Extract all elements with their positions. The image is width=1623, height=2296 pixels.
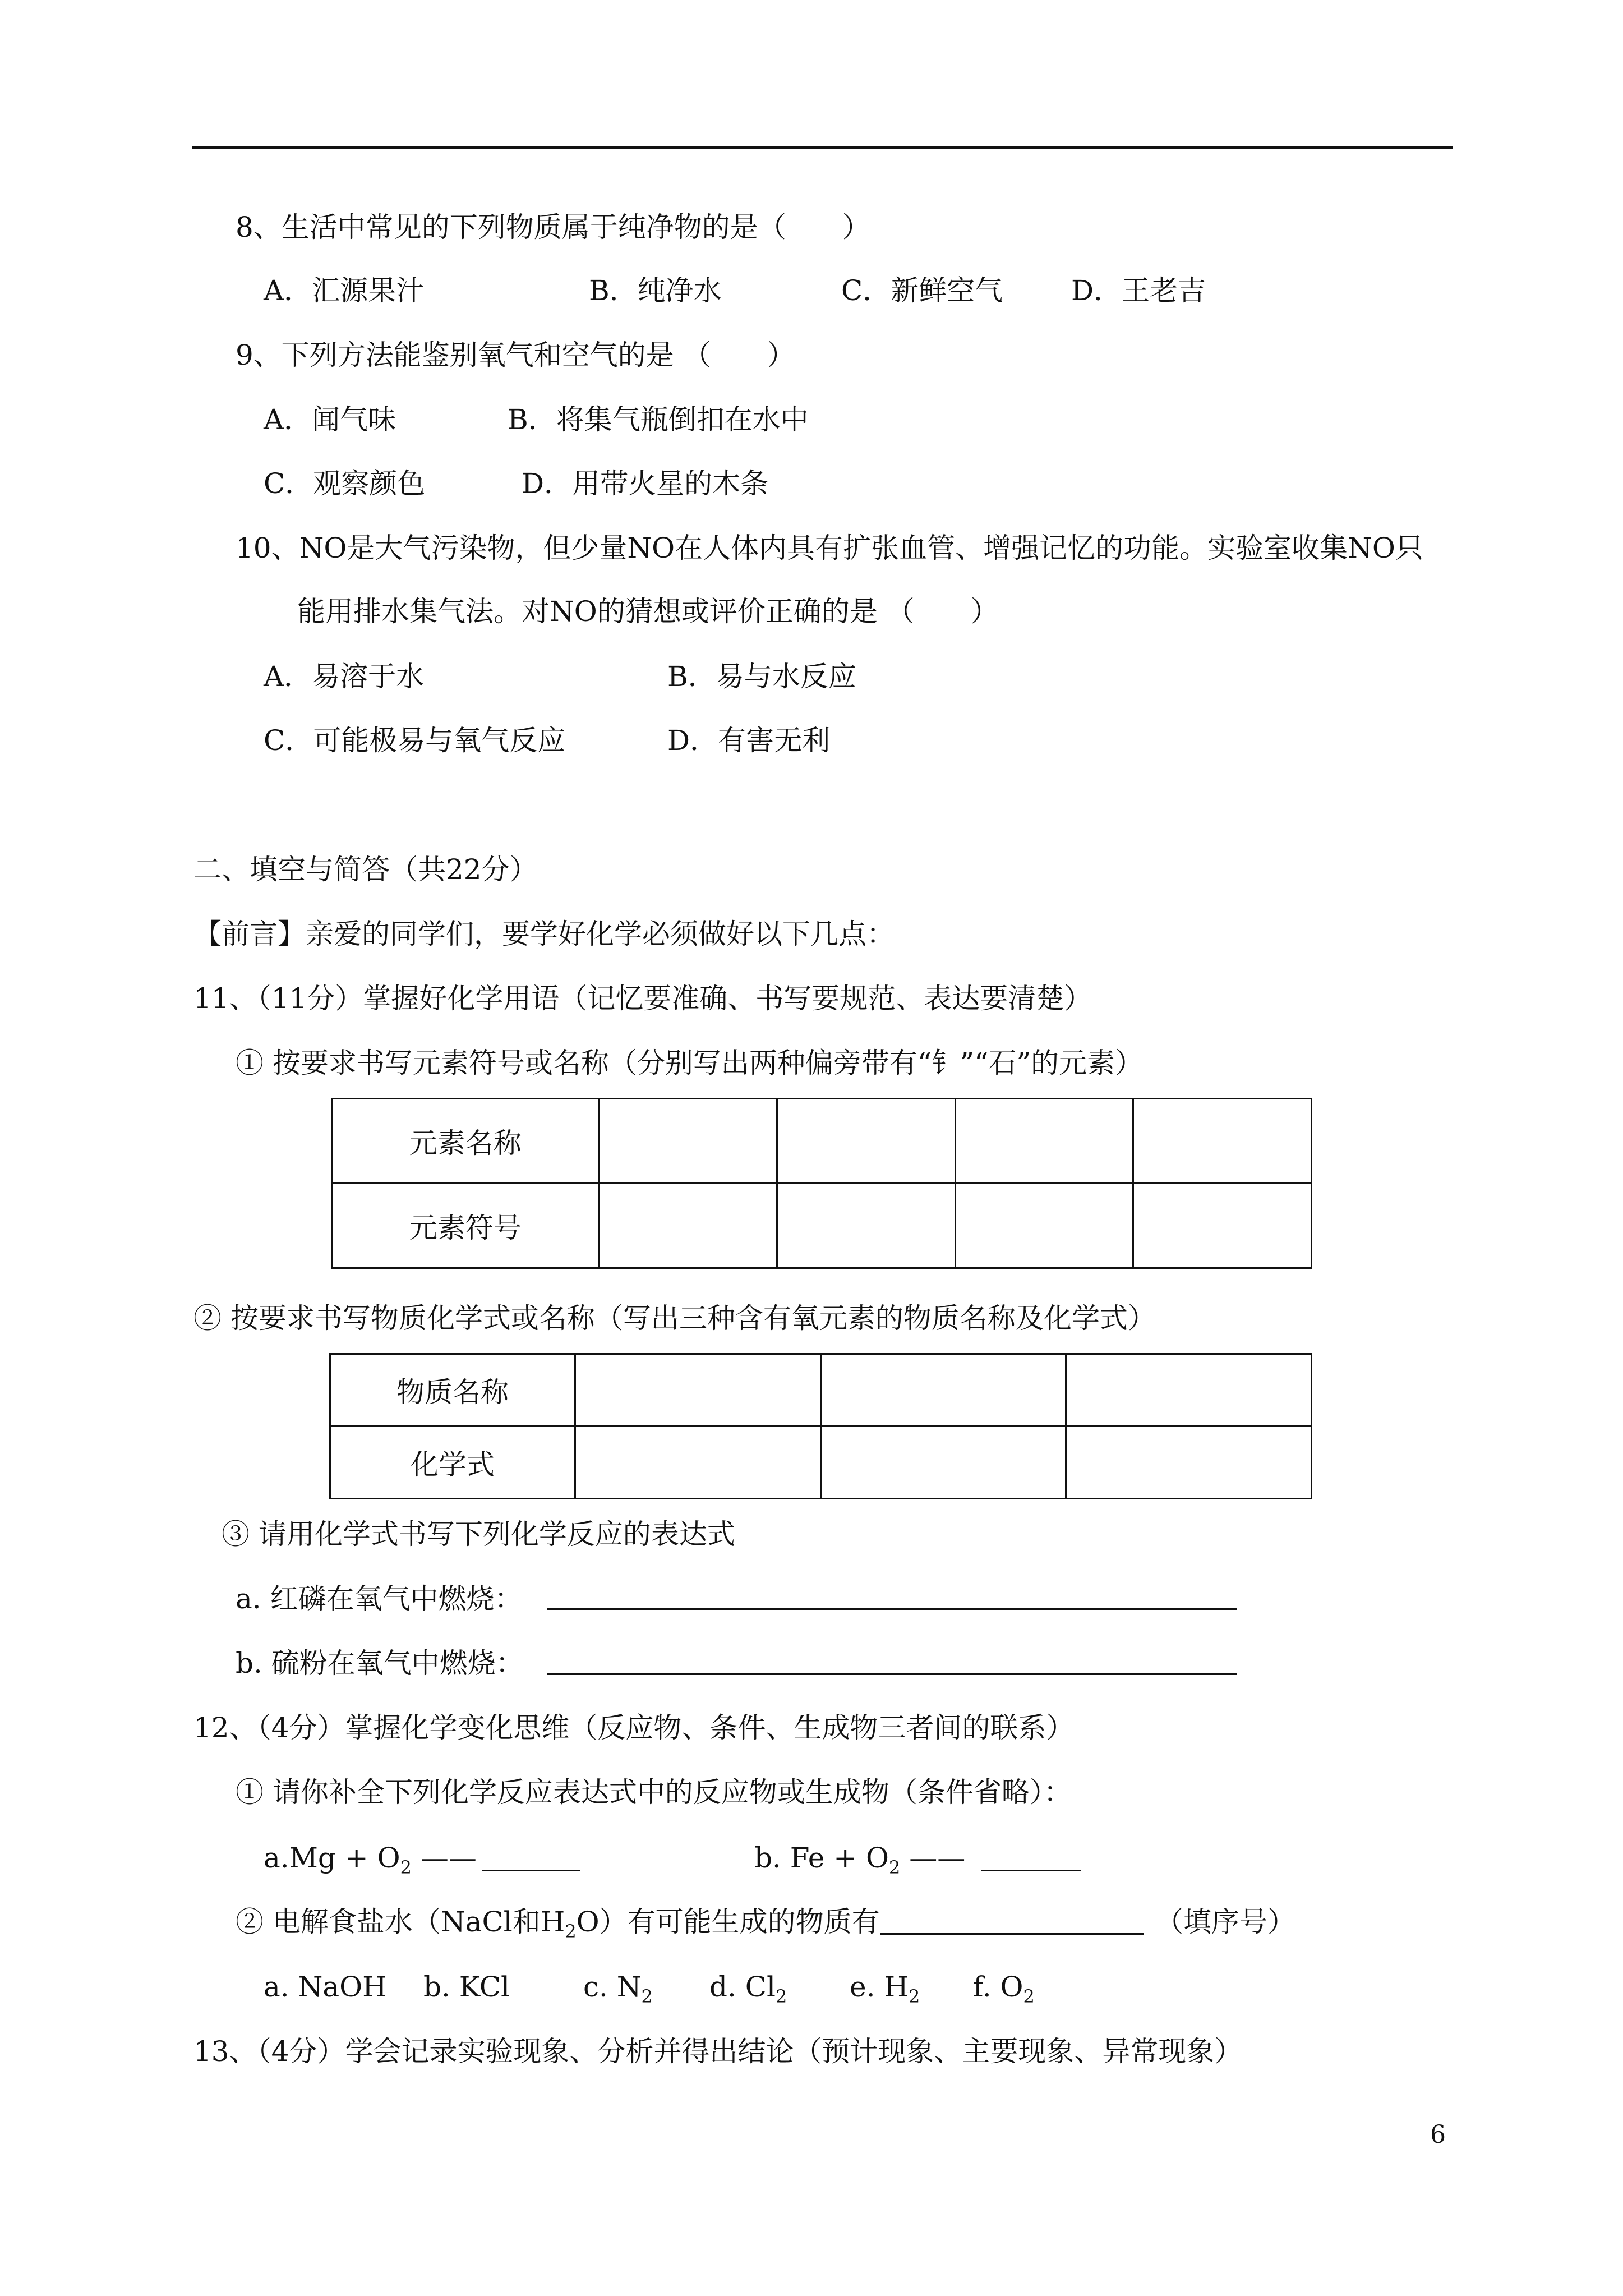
header-rule: [192, 146, 1453, 149]
q12-stem: 12、（4分）掌握化学变化思维（反应物、条件、生成物三者间的联系）: [193, 1711, 1075, 1744]
q9-option-b: B．将集气瓶倒扣在水中: [508, 403, 809, 436]
q12-option-b: b. KCl: [423, 1971, 510, 2003]
element-name-header: 元素名称: [332, 1099, 599, 1184]
q12-option-a: a. NaOH: [264, 1971, 387, 2003]
q10-stem-line2: 能用排水集气法。对NO的猜想或评价正确的是 （ ）: [297, 595, 999, 628]
q12-option-e: e. $H_2$: [850, 1971, 920, 2007]
q12-option-c: c. $N_2$: [583, 1971, 653, 2007]
element-symbol-cell[interactable]: [777, 1184, 956, 1268]
element-symbol-header: 元素符号: [332, 1184, 599, 1268]
element-symbol-cell[interactable]: [1133, 1184, 1312, 1268]
substance-name-cell[interactable]: [820, 1354, 1066, 1427]
answer-line[interactable]: [880, 1933, 1144, 1935]
q8-option-a: A．汇源果汁: [264, 274, 425, 307]
element-symbol-cell[interactable]: [955, 1184, 1133, 1268]
element-name-cell[interactable]: [955, 1099, 1133, 1184]
q12-option-d: d. $Cl_2$: [709, 1971, 787, 2007]
substance-table: [329, 1353, 1312, 1499]
q9-option-c: C．观察颜色: [264, 467, 426, 500]
q11-item-b: b. 硫粉在氧气中燃烧：: [236, 1647, 524, 1680]
q12-equation-b: b. $Fe + O_2$ ——: [754, 1842, 966, 1878]
formula-header: 化学式: [330, 1427, 575, 1499]
q8-option-b: B．纯净水: [589, 274, 722, 307]
q12-part2: ② 电解食盐水（NaCl和$H_2O$）有可能生成的物质有: [236, 1906, 880, 1942]
q10-option-a: A．易溶于水: [264, 660, 425, 693]
element-table: [331, 1098, 1312, 1269]
answer-line[interactable]: [547, 1673, 1237, 1675]
element-name-cell[interactable]: [1133, 1099, 1312, 1184]
q10-stem-line1: 10、NO是大气污染物，但少量NO在人体内具有扩张血管、增强记忆的功能。实验室收集NO只: [236, 532, 1423, 564]
q9-option-a: A．闻气味: [264, 403, 396, 436]
substance-name-header: 物质名称: [330, 1354, 575, 1427]
q12-option-f: f. $O_2$: [973, 1971, 1035, 2007]
q12-part2-suffix: （填序号）: [1155, 1906, 1295, 1938]
substance-name-cell[interactable]: [1066, 1354, 1312, 1427]
page-number: 6: [1430, 2120, 1446, 2149]
formula-cell[interactable]: [575, 1427, 821, 1499]
answer-blank[interactable]: [981, 1870, 1081, 1871]
q13-stem: 13、（4分）学会记录实验现象、分析并得出结论（预计现象、主要现象、异常现象）: [193, 2035, 1243, 2068]
q12-part1: ① 请你补全下列化学反应表达式中的反应物或生成物（条件省略）：: [236, 1776, 1072, 1809]
answer-line[interactable]: [547, 1608, 1237, 1610]
formula-cell[interactable]: [820, 1427, 1066, 1499]
q8-option-c: C．新鲜空气: [841, 274, 1003, 307]
section2-preface: 【前言】亲爱的同学们，要学好化学必须做好以下几点：: [193, 918, 895, 950]
answer-blank[interactable]: [482, 1870, 580, 1871]
q8-option-d: D．王老吉: [1071, 274, 1206, 307]
q12-equation-a: $a.Mg + O_2$ ——: [264, 1842, 477, 1878]
q11-part3: ③ 请用化学式书写下列化学反应的表达式: [222, 1518, 735, 1550]
element-name-cell[interactable]: [777, 1099, 956, 1184]
substance-name-cell[interactable]: [575, 1354, 821, 1427]
q10-option-b: B．易与水反应: [667, 660, 856, 693]
q11-part2: ② 按要求书写物质化学式或名称（写出三种含有氧元素的物质名称及化学式）: [193, 1302, 1156, 1335]
q10-option-c: C．可能极易与氧气反应: [264, 724, 566, 757]
q11-item-a: a. 红磷在氧气中燃烧：: [236, 1582, 523, 1615]
q9-option-d: D．用带火星的木条: [522, 467, 769, 500]
section2-title: 二、填空与简答（共22分）: [193, 853, 538, 886]
formula-cell[interactable]: [1066, 1427, 1312, 1499]
q8-stem: 8、生活中常见的下列物质属于纯净物的是（ ）: [236, 211, 870, 243]
q11-part1: ① 按要求书写元素符号或名称（分别写出两种偏旁带有“钅”“石”的元素）: [236, 1047, 1144, 1079]
element-name-cell[interactable]: [599, 1099, 777, 1184]
q9-stem: 9、下列方法能鉴别氧气和空气的是 （ ）: [236, 339, 795, 371]
q10-option-d: D．有害无利: [667, 724, 831, 757]
element-symbol-cell[interactable]: [599, 1184, 777, 1268]
q11-stem: 11、（11分）掌握好化学用语（记忆要准确、书写要规范、表达要清楚）: [193, 982, 1092, 1015]
